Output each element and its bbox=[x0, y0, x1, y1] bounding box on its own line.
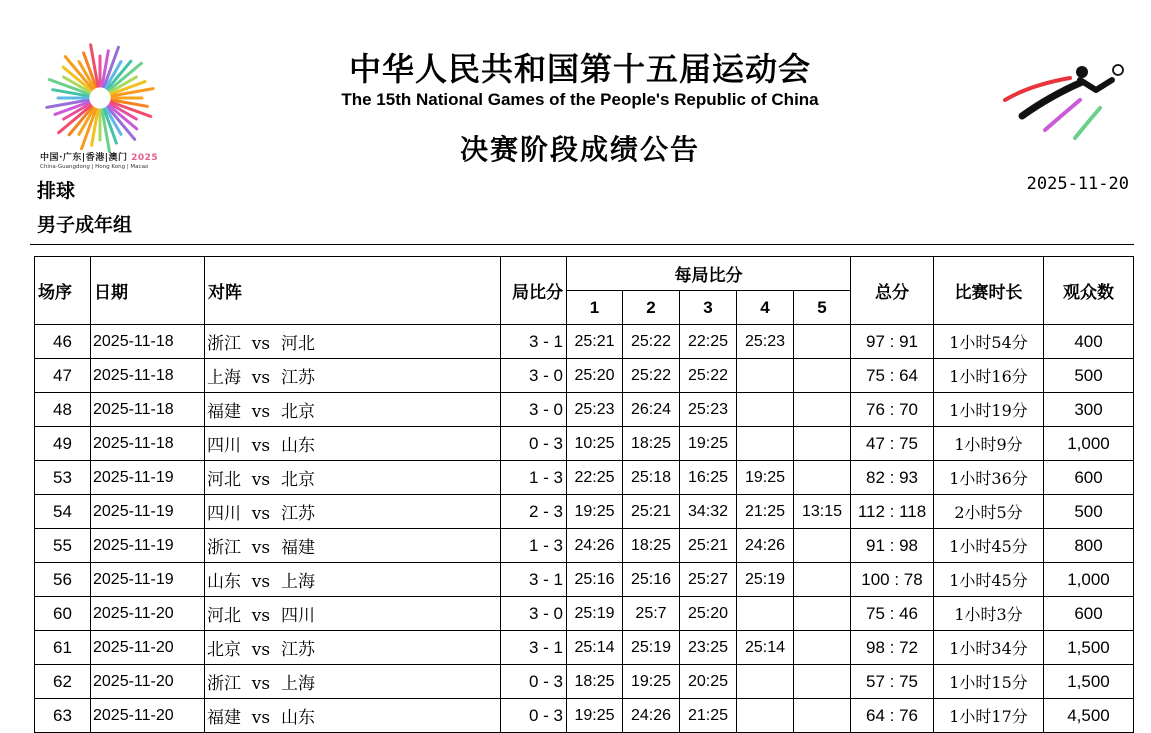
set-1-cell: 19:25 bbox=[567, 699, 623, 733]
duration-cell: 1小时9分 bbox=[934, 427, 1044, 461]
total-points-cell: 75 : 64 bbox=[851, 359, 934, 393]
match-cell: 四川 vs 江苏 bbox=[205, 495, 501, 529]
table-row bbox=[35, 325, 1134, 359]
date-cell: 2025-11-20 bbox=[91, 631, 205, 665]
header-seq: 场序 bbox=[35, 257, 91, 325]
duration-cell: 1小时54分 bbox=[934, 325, 1044, 359]
table-row bbox=[35, 427, 1134, 461]
duration-cell: 1小时17分 bbox=[934, 699, 1044, 733]
table-row bbox=[35, 699, 1134, 733]
audience-cell: 300 bbox=[1044, 393, 1134, 427]
set-4-cell bbox=[737, 359, 794, 393]
set-5-cell bbox=[794, 393, 851, 427]
set-2-cell: 24:26 bbox=[623, 699, 680, 733]
set-1-cell: 25:14 bbox=[567, 631, 623, 665]
date-cell: 2025-11-20 bbox=[91, 699, 205, 733]
table-row bbox=[35, 597, 1134, 631]
set-1-cell: 22:25 bbox=[567, 461, 623, 495]
match-cell: 河北 vs 四川 bbox=[205, 597, 501, 631]
match-cell: 福建 vs 山东 bbox=[205, 699, 501, 733]
header-set-4: 4 bbox=[737, 291, 794, 325]
duration-cell: 1小时34分 bbox=[934, 631, 1044, 665]
audience-cell: 500 bbox=[1044, 495, 1134, 529]
date-cell: 2025-11-19 bbox=[91, 529, 205, 563]
set-score-cell: 1 - 3 bbox=[501, 461, 567, 495]
logo-cn-text: 中国·广东|香港|澳门 bbox=[40, 153, 128, 163]
set-3-cell: 25:27 bbox=[680, 563, 737, 597]
table-row bbox=[35, 529, 1134, 563]
set-5-cell bbox=[794, 563, 851, 597]
date-cell: 2025-11-19 bbox=[91, 461, 205, 495]
duration-cell: 1小时3分 bbox=[934, 597, 1044, 631]
set-2-cell: 25:19 bbox=[623, 631, 680, 665]
logo-caption bbox=[40, 150, 175, 170]
match-cell: 北京 vs 江苏 bbox=[205, 631, 501, 665]
total-points-cell: 64 : 76 bbox=[851, 699, 934, 733]
seq-cell: 54 bbox=[35, 495, 91, 529]
seq-cell: 60 bbox=[35, 597, 91, 631]
total-points-cell: 112 : 118 bbox=[851, 495, 934, 529]
table-row bbox=[35, 393, 1134, 427]
table-row bbox=[35, 665, 1134, 699]
logo-year: 2025 bbox=[131, 153, 159, 163]
duration-cell: 2小时5分 bbox=[934, 495, 1044, 529]
set-1-cell: 10:25 bbox=[567, 427, 623, 461]
set-score-cell: 3 - 0 bbox=[501, 359, 567, 393]
seq-cell: 61 bbox=[35, 631, 91, 665]
audience-cell: 800 bbox=[1044, 529, 1134, 563]
seq-cell: 46 bbox=[35, 325, 91, 359]
audience-cell: 1,500 bbox=[1044, 665, 1134, 699]
table-row bbox=[35, 495, 1134, 529]
total-points-cell: 98 : 72 bbox=[851, 631, 934, 665]
seq-cell: 53 bbox=[35, 461, 91, 495]
audience-cell: 600 bbox=[1044, 597, 1134, 631]
set-3-cell: 25:20 bbox=[680, 597, 737, 631]
header-divider bbox=[30, 244, 1134, 245]
set-score-cell: 3 - 1 bbox=[501, 325, 567, 359]
audience-cell: 500 bbox=[1044, 359, 1134, 393]
set-3-cell: 22:25 bbox=[680, 325, 737, 359]
set-1-cell: 19:25 bbox=[567, 495, 623, 529]
total-points-cell: 57 : 75 bbox=[851, 665, 934, 699]
set-2-cell: 18:25 bbox=[623, 427, 680, 461]
set-3-cell: 34:32 bbox=[680, 495, 737, 529]
date-cell: 2025-11-18 bbox=[91, 393, 205, 427]
set-3-cell: 16:25 bbox=[680, 461, 737, 495]
seq-cell: 63 bbox=[35, 699, 91, 733]
set-score-cell: 0 - 3 bbox=[501, 427, 567, 461]
seq-cell: 56 bbox=[35, 563, 91, 597]
duration-cell: 1小时45分 bbox=[934, 529, 1044, 563]
seq-cell: 47 bbox=[35, 359, 91, 393]
announcement-title: 决赛阶段成绩公告 bbox=[459, 133, 700, 166]
set-4-cell: 25:14 bbox=[737, 631, 794, 665]
table-row bbox=[35, 359, 1134, 393]
date-cell: 2025-11-18 bbox=[91, 427, 205, 461]
set-score-cell: 3 - 1 bbox=[501, 563, 567, 597]
header-total: 总分 bbox=[851, 257, 934, 325]
set-2-cell: 25:16 bbox=[623, 563, 680, 597]
set-score-cell: 3 - 0 bbox=[501, 393, 567, 427]
set-score-cell: 0 - 3 bbox=[501, 699, 567, 733]
set-2-cell: 25:18 bbox=[623, 461, 680, 495]
set-5-cell bbox=[794, 359, 851, 393]
set-5-cell bbox=[794, 665, 851, 699]
logo-en-text: China-Guangdong | Hong Kong | Macao bbox=[40, 164, 149, 170]
date-cell: 2025-11-20 bbox=[91, 597, 205, 631]
set-2-cell: 25:21 bbox=[623, 495, 680, 529]
duration-cell: 1小时45分 bbox=[934, 563, 1044, 597]
set-4-cell: 24:26 bbox=[737, 529, 794, 563]
set-3-cell: 20:25 bbox=[680, 665, 737, 699]
set-4-cell bbox=[737, 427, 794, 461]
match-cell: 四川 vs 山东 bbox=[205, 427, 501, 461]
match-cell: 上海 vs 江苏 bbox=[205, 359, 501, 393]
set-5-cell bbox=[794, 427, 851, 461]
set-4-cell bbox=[737, 665, 794, 699]
set-1-cell: 25:21 bbox=[567, 325, 623, 359]
set-5-cell bbox=[794, 529, 851, 563]
set-3-cell: 19:25 bbox=[680, 427, 737, 461]
set-5-cell bbox=[794, 461, 851, 495]
set-score-cell: 1 - 3 bbox=[501, 529, 567, 563]
header-match: 对阵 bbox=[205, 257, 501, 325]
audience-cell: 400 bbox=[1044, 325, 1134, 359]
duration-cell: 1小时15分 bbox=[934, 665, 1044, 699]
header-audience: 观众数 bbox=[1044, 257, 1134, 325]
date-cell: 2025-11-20 bbox=[91, 665, 205, 699]
seq-cell: 49 bbox=[35, 427, 91, 461]
table-row bbox=[35, 563, 1134, 597]
match-cell: 浙江 vs 福建 bbox=[205, 529, 501, 563]
set-3-cell: 23:25 bbox=[680, 631, 737, 665]
total-points-cell: 100 : 78 bbox=[851, 563, 934, 597]
match-cell: 山东 vs 上海 bbox=[205, 563, 501, 597]
volleyball-pictogram-icon bbox=[1000, 60, 1130, 140]
set-2-cell: 25:7 bbox=[623, 597, 680, 631]
header-set-2: 2 bbox=[623, 291, 680, 325]
total-points-cell: 75 : 46 bbox=[851, 597, 934, 631]
set-1-cell: 25:23 bbox=[567, 393, 623, 427]
audience-cell: 1,000 bbox=[1044, 427, 1134, 461]
set-2-cell: 19:25 bbox=[623, 665, 680, 699]
header-sets: 每局比分 bbox=[567, 257, 851, 291]
set-3-cell: 21:25 bbox=[680, 699, 737, 733]
match-cell: 福建 vs 北京 bbox=[205, 393, 501, 427]
group-label: 男子成年组 bbox=[37, 214, 133, 236]
set-4-cell: 19:25 bbox=[737, 461, 794, 495]
set-5-cell: 13:15 bbox=[794, 495, 851, 529]
set-5-cell bbox=[794, 699, 851, 733]
set-5-cell bbox=[794, 597, 851, 631]
match-cell: 河北 vs 北京 bbox=[205, 461, 501, 495]
total-points-cell: 82 : 93 bbox=[851, 461, 934, 495]
set-2-cell: 25:22 bbox=[623, 325, 680, 359]
header-duration: 比赛时长 bbox=[934, 257, 1044, 325]
set-2-cell: 26:24 bbox=[623, 393, 680, 427]
page-title: 中华人民共和国第十五届运动会 bbox=[348, 50, 811, 88]
set-score-cell: 3 - 1 bbox=[501, 631, 567, 665]
set-2-cell: 25:22 bbox=[623, 359, 680, 393]
date-cell: 2025-11-19 bbox=[91, 495, 205, 529]
set-4-cell bbox=[737, 597, 794, 631]
match-cell: 浙江 vs 上海 bbox=[205, 665, 501, 699]
sport-label: 排球 bbox=[37, 180, 76, 202]
set-3-cell: 25:23 bbox=[680, 393, 737, 427]
table-row bbox=[35, 631, 1134, 665]
date-cell: 2025-11-19 bbox=[91, 563, 205, 597]
set-5-cell bbox=[794, 325, 851, 359]
total-points-cell: 97 : 91 bbox=[851, 325, 934, 359]
total-points-cell: 91 : 98 bbox=[851, 529, 934, 563]
set-1-cell: 18:25 bbox=[567, 665, 623, 699]
seq-cell: 48 bbox=[35, 393, 91, 427]
audience-cell: 1,500 bbox=[1044, 631, 1134, 665]
set-1-cell: 24:26 bbox=[567, 529, 623, 563]
page-title-english: The 15th National Games of the People's Republic of China bbox=[341, 90, 819, 109]
set-3-cell: 25:21 bbox=[680, 529, 737, 563]
seq-cell: 55 bbox=[35, 529, 91, 563]
set-4-cell: 21:25 bbox=[737, 495, 794, 529]
duration-cell: 1小时16分 bbox=[934, 359, 1044, 393]
set-1-cell: 25:19 bbox=[567, 597, 623, 631]
table-row bbox=[35, 461, 1134, 495]
audience-cell: 600 bbox=[1044, 461, 1134, 495]
audience-cell: 4,500 bbox=[1044, 699, 1134, 733]
set-score-cell: 2 - 3 bbox=[501, 495, 567, 529]
header-set-1: 1 bbox=[567, 291, 623, 325]
set-4-cell: 25:19 bbox=[737, 563, 794, 597]
duration-cell: 1小时36分 bbox=[934, 461, 1044, 495]
set-3-cell: 25:22 bbox=[680, 359, 737, 393]
header-date: 日期 bbox=[91, 257, 205, 325]
header-set-5: 5 bbox=[794, 291, 851, 325]
announcement-date: 2025-11-20 bbox=[1026, 174, 1129, 194]
set-5-cell bbox=[794, 631, 851, 665]
set-score-cell: 0 - 3 bbox=[501, 665, 567, 699]
header-score: 局比分 bbox=[501, 257, 567, 325]
set-score-cell: 3 - 0 bbox=[501, 597, 567, 631]
set-4-cell bbox=[737, 699, 794, 733]
header-set-3: 3 bbox=[680, 291, 737, 325]
seq-cell: 62 bbox=[35, 665, 91, 699]
set-1-cell: 25:16 bbox=[567, 563, 623, 597]
total-points-cell: 47 : 75 bbox=[851, 427, 934, 461]
total-points-cell: 76 : 70 bbox=[851, 393, 934, 427]
set-1-cell: 25:20 bbox=[567, 359, 623, 393]
set-4-cell bbox=[737, 393, 794, 427]
results-table bbox=[34, 256, 1134, 733]
audience-cell: 1,000 bbox=[1044, 563, 1134, 597]
set-2-cell: 18:25 bbox=[623, 529, 680, 563]
duration-cell: 1小时19分 bbox=[934, 393, 1044, 427]
date-cell: 2025-11-18 bbox=[91, 325, 205, 359]
date-cell: 2025-11-18 bbox=[91, 359, 205, 393]
set-4-cell: 25:23 bbox=[737, 325, 794, 359]
match-cell: 浙江 vs 河北 bbox=[205, 325, 501, 359]
